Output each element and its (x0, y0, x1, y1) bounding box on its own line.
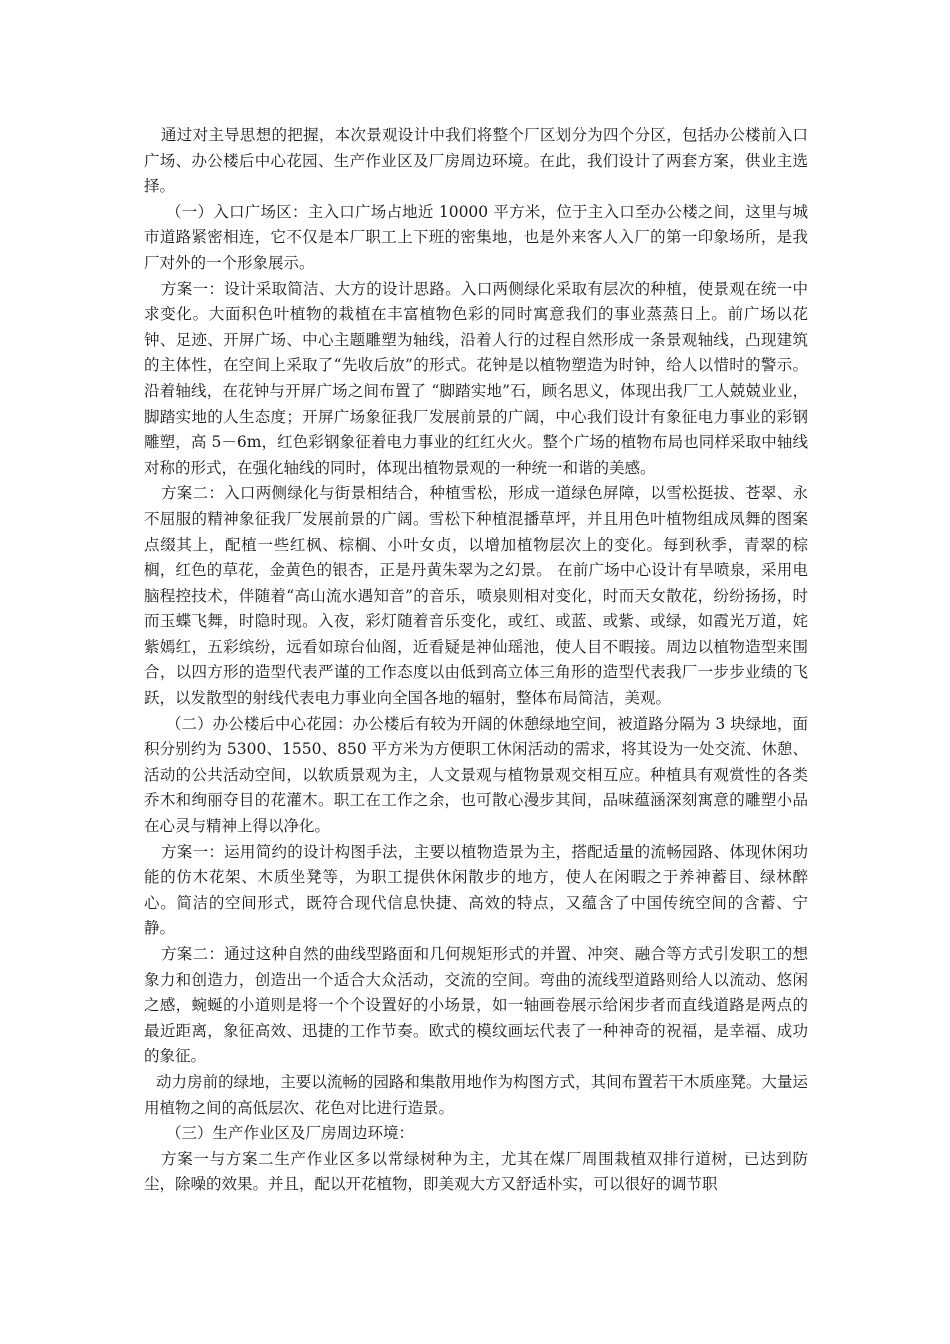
paragraph-intro: 通过对主导思想的把握，本次景观设计中我们将整个厂区划分为四个分区，包括办公楼前入口广场、办公楼后中心花园、生产作业区及厂房周边环境。在此，我们设计了两套方案，供业主选择。 (144, 126, 808, 196)
paragraph-section-3-plans: 方案一与方案二生产作业区多以常绿树种为主，尤其在煤厂周围栽植双排行道树，已达到防尘，除噪的效果。并且，配以开花植物，即美观大方又舒适朴实，可以很好的调节职 (144, 1149, 808, 1194)
document-body (144, 123, 808, 1198)
paragraph-section-1-plan-1: 方案一：设计采取简洁、大方的设计思路。入口两侧绿化采取有层次的种植，使景观在统一中求变化。大面积色叶植物的栽植在丰富植物色彩的同时寓意我们的事业蒸蒸日上。前广场以花钟、足迹、开屏广场、中心主题雕塑为轴线，沿着人行的过程自然形成一条景观轴线，凸现建筑的主体性，在空间上采取了“先收后放”的形式。花钟是以植物塑造为时钟，给人以惜时的警示。沿着轴线，在花钟与开屏广场之间布置了 “脚踏实地”石，顾名思义，体现出我厂工人兢兢业业，脚踏实地的人生态度；开屏广场象征我厂发展前景的广阔，中心我们设计有象征电力事业的彩钢雕塑，高 5－6m，红色彩钢象征着电力事业的红红火火。整个广场的植物布局也同样采取中轴线对称的形式，在强化轴线的同时，体现出植物景观的一种统一和谐的美感。 (144, 279, 808, 477)
paragraph-section-3-heading: （三）生产作业区及厂房周边环境： (166, 1124, 415, 1143)
paragraph-section-1-plan-2: 方案二：入口两侧绿化与街景相结合，种植雪松，形成一道绿色屏障，以雪松挺拔、苍翠、永不屈服的精神象征我厂发展前景的广阔。雪松下种植混播草坪，并且用色叶植物组成凤舞的图案点缀其上，配植一些红枫、棕榈、小叶女贞，以增加植物层次上的变化。每到秋季，青翠的棕榈，红色的草花，金黄色的银杏，正是丹黄朱翠为之幻景。 在前广场中心设计有旱喷泉，采用电脑程控技术，伴随着“高山流水遇知音”的音乐，喷泉则相对变化，时而天女散花，纷纷扬扬，时而玉蝶飞舞，时隐时现。入夜，彩灯随着音乐变化，或红、或蓝、或紫、或绿，如霞光万道，姹紫嫣红，五彩缤纷，远看如琼台仙阁，近看疑是神仙瑶池，使人目不暇接。周边以植物造型来围合，以四方形的造型代表严谨的工作态度以由低到高立体三角形的造型代表我厂一步步业绩的飞跃，以发散型的射线代表电力事业向全国各地的辐射，整体布局简洁，美观。 (144, 484, 808, 708)
paragraph-section-1-entrance-plaza: （一）入口广场区：主入口广场占地近 10000 平方米，位于主入口至办公楼之间，这里与城市道路紧密相连，它不仅是本厂职工上下班的密集地，也是外来客人入厂的第一印象场所，是我厂对外的一个形象展示。 (144, 202, 808, 272)
paragraph-power-house-green: 动力房前的绿地，主要以流畅的园路和集散用地作为构图方式，其间布置若干木质座凳。大量运用植物之间的高低层次、花色对比进行造景。 (144, 1072, 808, 1117)
paragraph-section-2-central-garden: （二）办公楼后中心花园：办公楼后有较为开阔的休憩绿地空间，被道路分隔为 3 块绿地，面积分别约为 5300、1550、850 平方米为方便职工休闲活动的需求，将其设为一处交流、休憩、活动的公共活动空间，以软质景观为主，人文景观与植物景观交相互应。种植具有观赏性的各类乔木和绚丽夺目的花灌木。职工在工作之余，也可散心漫步其间，品味蕴涵深刻寓意的雕塑小品在心灵与精神上得以净化。 (144, 714, 808, 836)
paragraph-section-2-plan-1: 方案一：运用简约的设计构图手法，主要以植物造景为主，搭配适量的流畅园路、体现休闲功能的仿木花架、木质坐凳等，为职工提供休闲散步的地方，使人在闲暇之于养神蓄目、绿林醉心。简洁的空间形式，既符合现代信息快捷、高效的特点，又蕴含了中国传统空间的含蓄、宁静。 (144, 842, 808, 938)
paragraph-section-2-plan-2: 方案二：通过这种自然的曲线型路面和几何规矩形式的并置、冲突、融合等方式引发职工的想象力和创造力，创造出一个适合大众活动，交流的空间。弯曲的流线型道路则给人以流动、悠闲之感，蜿蜒的小道则是将一个个设置好的小场景，如一轴画卷展示给闲步者而直线道路是两点的最近距离，象征高效、迅捷的工作节奏。欧式的模纹画坛代表了一种神奇的祝福，是幸福、成功的象征。 (144, 945, 808, 1066)
